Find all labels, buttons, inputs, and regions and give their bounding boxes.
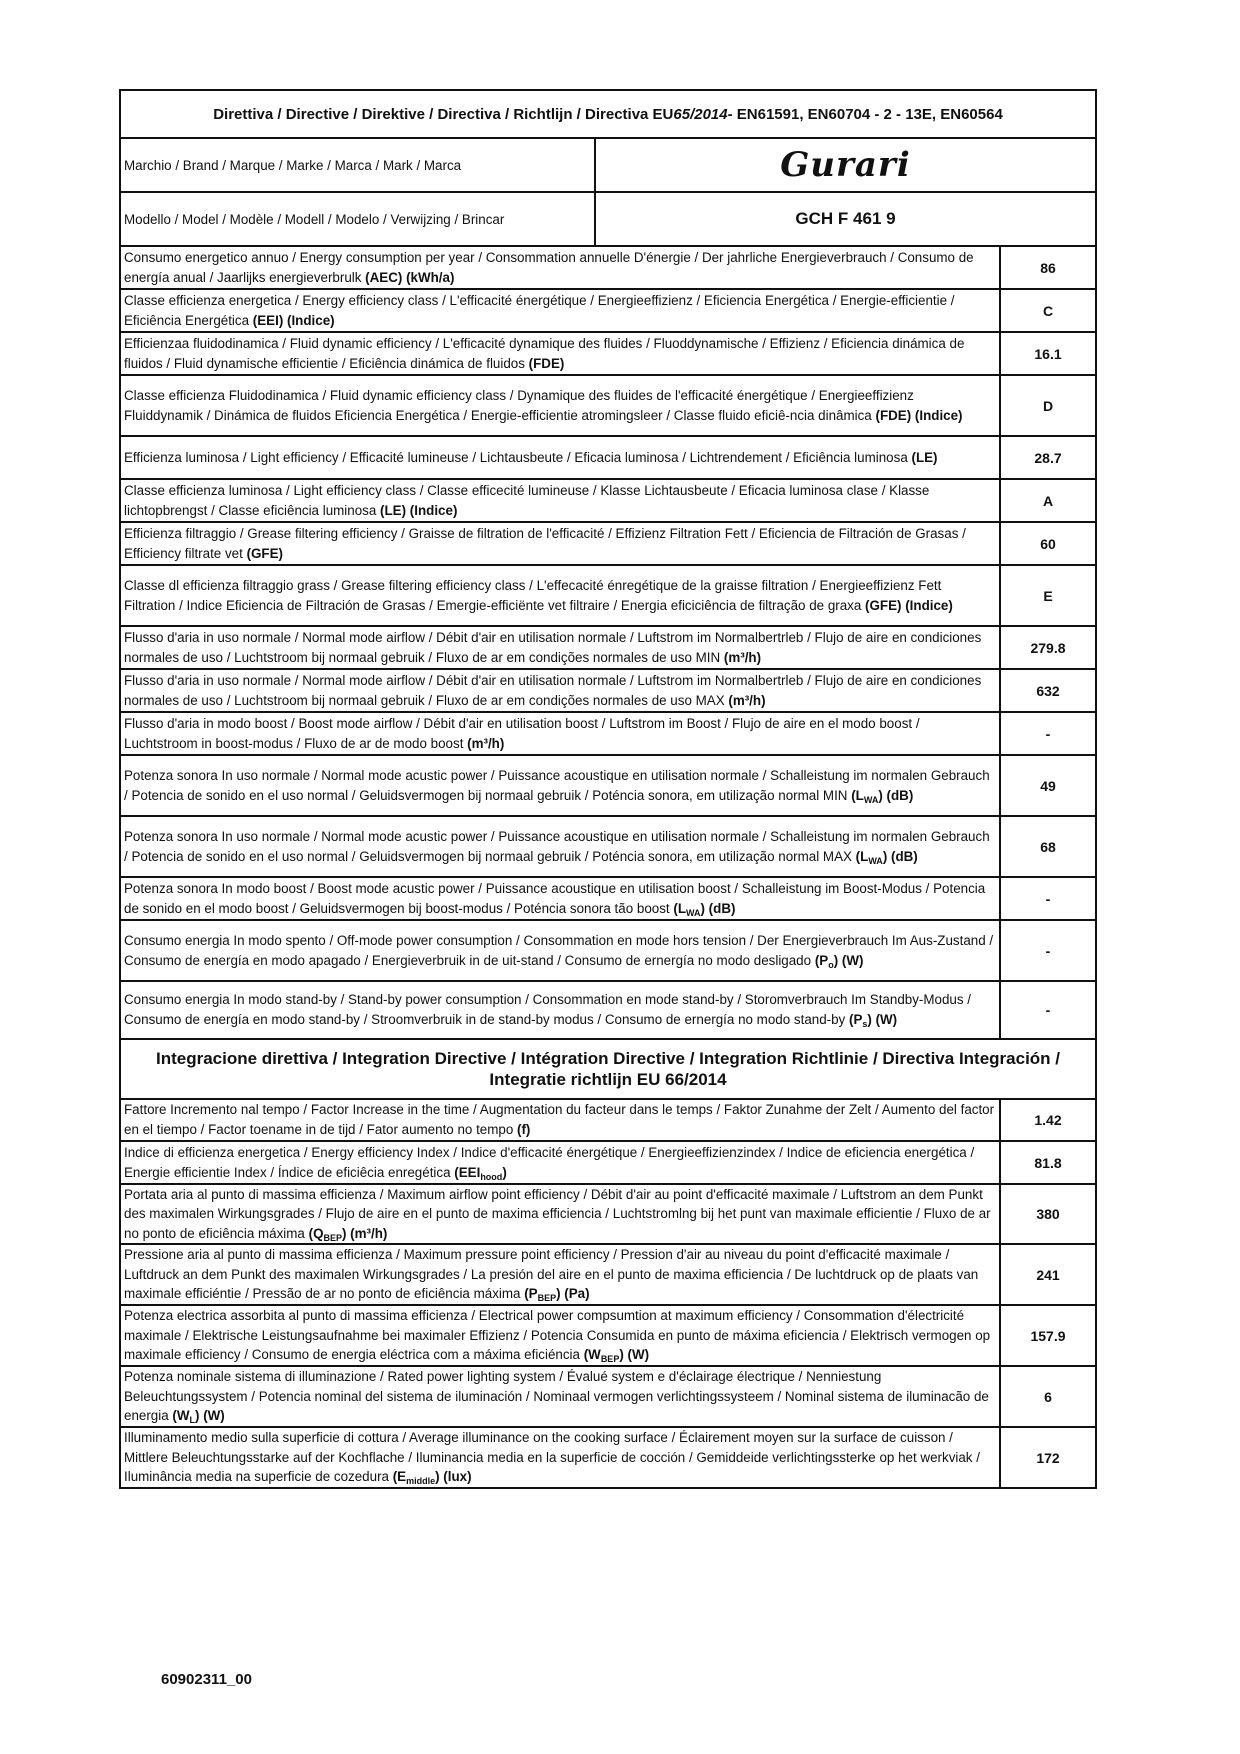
spec-value: -	[1045, 890, 1051, 907]
spec-description	[121, 670, 1001, 711]
spec-row	[121, 980, 1095, 1038]
integration-section-row	[121, 1038, 1095, 1098]
spec-value: 68	[1040, 838, 1056, 855]
spec-description-text	[124, 990, 995, 1029]
spec-text: Efficienzaa fluidodinamica / Fluid dynamic efficiency / L'efficacité dynamique des fluides / Fluoddynamische / Effizienz / Eficiencia dinámica de fluidos / Fluid dynamische efficientie / Eficiência dinámica de fluidos	[124, 335, 965, 371]
spec-unit-code: (FDE) (Indice)	[875, 407, 963, 423]
spec-unit-code	[309, 1226, 388, 1241]
spec-description	[121, 480, 1001, 521]
spec-description-text	[124, 248, 995, 287]
unit-suffix: ) (dB)	[700, 900, 736, 916]
spec-text: Pressione aria al punto di massima efficienza / Maximum pressure point efficiency / Pression d'air au niveau du point d'efficacité maximale / Luftdruck an dem Punkt des maximalen Wirkungsgrades / La presión del aire en el punto de maxima efficiencia / De luchtdruck op de plaats van maximale efficiéntie / Pressão de ar no ponto de eficiência máxima	[124, 1247, 979, 1302]
spec-row	[121, 564, 1095, 625]
unit-symbol: (Q	[308, 1225, 324, 1241]
spec-row	[121, 668, 1095, 711]
spec-value: 16.1	[1034, 345, 1062, 362]
spec-description	[121, 333, 1001, 374]
unit-suffix: ) (W)	[619, 1347, 650, 1363]
spec-description-text	[124, 628, 995, 667]
spec-unit-code: (LE)	[911, 449, 938, 465]
spec-text: Classe efficienza energetica / Energy efficiency class / L'efficacité énergétique / Energieeffizienz / Eficiencia Energética / Energie-efficientie / Eficiência Energética	[124, 292, 955, 328]
spec-value: -	[1045, 942, 1051, 959]
spec-value: C	[1042, 302, 1054, 319]
spec-unit-code: (GFE) (Indice)	[865, 597, 953, 613]
directive-title-suffix: - EN61591, EN60704 - 2 - 13E, EN60564	[727, 105, 1003, 123]
unit-subscript: WA	[863, 794, 879, 805]
unit-subscript: middle	[406, 1476, 436, 1487]
spec-value: D	[1042, 397, 1054, 414]
spec-rows-group	[121, 245, 1095, 1038]
spec-value: 279.8	[1030, 639, 1066, 656]
unit-subscript: o	[828, 959, 834, 970]
spec-description	[121, 1306, 1001, 1365]
directive-title-prefix: Direttiva / Directive / Direktive / Directiva / Richtlijn / Directiva EU	[213, 105, 674, 123]
spec-value: 1.42	[1034, 1112, 1062, 1128]
unit-subscript: BEP	[600, 1354, 620, 1365]
spec-text: Illuminamento medio sulla superficie di cottura / Average illuminance on the cooking surface / Éclairement moyen sur la surface de cuisson / Mittlere Beleuchtungsstarke auf der Kochflache / Iluminancia media en la superficie de cocción / Gemiddeide verlichtingssterke op het werkviak / Iluminância media na superficie de cozedura	[124, 1430, 980, 1485]
unit-suffix: ) (Pa)	[556, 1286, 590, 1302]
spec-unit-code	[172, 1408, 225, 1426]
spec-description-text	[124, 714, 995, 753]
unit-symbol: (P	[848, 1012, 863, 1027]
spec-row	[121, 815, 1095, 876]
spec-description-text	[124, 1143, 995, 1182]
spec-text: Portata aria al punto di massima efficienza / Maximum airflow point efficiency / Débit d'air au point d'efficacité maximale / Luftstrom an dem Punkt des maximalen Wirkungsgrades / Flujo de aire en el punto de maxima efficiencia / Luchtstromlng bij het punt van maximale efficientie / Fluxo de ar no ponto de eficiência máxima	[124, 1186, 991, 1241]
spec-row	[121, 478, 1095, 521]
spec-unit-code	[673, 901, 735, 916]
spec-value: 81.8	[1034, 1154, 1062, 1171]
spec-row	[121, 331, 1095, 374]
spec-value: -	[1045, 725, 1051, 742]
spec-value: 157.9	[1030, 1327, 1066, 1344]
spec-description-text	[124, 879, 995, 918]
spec-row	[121, 625, 1095, 668]
spec-text: Indice di efficienza energetica / Energy efficiency Index / Indice d'efficacité énergétique / Energieeffizienzindex / Indice de eficiencia energética / Energie efficientie Index / Índice de eficiêcia enregética	[124, 1144, 975, 1180]
spec-value: 241	[1036, 1266, 1060, 1283]
spec-row	[121, 1140, 1095, 1183]
spec-text: Classe dl efficienza filtraggio grass / Grease filtering efficiency class / L'effecacité énregétique de la graisse filtration / Energieeffizienz Fett Filtration / Indice Eficiencia de Filtración de Grasas / Emergie-efficiënte vet filtraire / Energia eficiciência de filtração de graxa	[124, 577, 942, 613]
spec-value: 60	[1040, 535, 1056, 552]
unit-subscript: WA	[868, 855, 883, 866]
spec-value: 380	[1036, 1206, 1060, 1222]
spec-description-text	[124, 827, 995, 866]
spec-row	[121, 435, 1095, 478]
spec-row	[121, 1365, 1095, 1426]
spec-row	[121, 288, 1095, 331]
directive-header-row	[121, 91, 1095, 137]
spec-text: Consumo energia In modo spento / Off-mode power consumption / Consommation en mode hors tension / Der Energieverbrauch Im Aus-Zustand / Consumo de energía en modo apagado / Energieverbruik in de uit-stand / Consumo de ernergía no modo desligado	[124, 932, 994, 968]
spec-unit-code: (AEC) (kWh/a)	[365, 269, 455, 285]
spec-text: Efficienza luminosa / Light efficiency / Efficacité lumineuse / Lichtausbeute / Eficacia luminosa / Lichtrendement / Eficiência luminosa	[124, 449, 912, 465]
spec-row	[121, 754, 1095, 815]
unit-subscript: BEP	[537, 1293, 557, 1304]
unit-symbol: (W	[172, 1408, 190, 1424]
spec-unit-code: (EEI) (Indice)	[252, 312, 335, 328]
spec-description	[121, 1100, 1001, 1140]
spec-value: 86	[1040, 259, 1056, 276]
spec-text: Potenza nominale sistema di illuminazione / Rated power lighting system / Évalué system e d'éclairage électrique / Nenniestung Beleuchtungssystem / Potencia nominal del sistema de iluminación / Nominaal vermogen verlichtingssysteem / Nominal sistema de iluminacão de energia	[124, 1369, 989, 1424]
spec-description	[121, 982, 1001, 1038]
spec-row	[121, 1243, 1095, 1304]
spec-unit-code	[851, 788, 913, 803]
unit-subscript: WA	[686, 907, 701, 918]
unit-symbol: (L	[855, 848, 869, 864]
spec-description	[121, 1367, 1001, 1426]
unit-symbol: (E	[392, 1469, 407, 1485]
spec-description-text	[124, 1245, 995, 1304]
spec-description	[121, 566, 1001, 625]
spec-text: Consumo energetico annuo / Energy consumption per year / Consommation annuelle D'énergie / Der jahrliche Energieverbrauch / Consumo de energía anual / Jaarlijks energieverbrulk	[124, 249, 974, 285]
spec-row	[121, 521, 1095, 564]
spec-description-text	[124, 671, 995, 710]
spec-description	[121, 290, 1001, 331]
spec-description-text	[124, 1428, 995, 1487]
unit-suffix: )	[502, 1164, 507, 1180]
spec-row	[121, 245, 1095, 288]
spec-description-text	[124, 576, 995, 615]
energy-label-table	[119, 89, 1097, 1489]
spec-description-text	[124, 1367, 995, 1426]
spec-text: Classe efficienza luminosa / Light efficiency class / Classe efficecité lumineuse / Klasse Lichtausbeute / Eficacia luminosa clase / Klasse lichtopbrengst / Classe eficiência luminosa	[124, 482, 930, 518]
spec-description	[121, 713, 1001, 754]
brand-row	[121, 137, 1095, 191]
spec-row	[121, 1304, 1095, 1365]
brand-logo-text: Gurari	[780, 145, 911, 185]
unit-suffix: ) (W)	[833, 952, 864, 968]
spec-text: Efficienza filtraggio / Grease filtering efficiency / Graisse de filtration de l'efficacité / Effizienz Filtration Fett / Eficiencia de Filtración de Grasas / Efficiency filtrate vet	[124, 525, 966, 561]
spec-text: Flusso d'aria in uso normale / Normal mode airflow / Débit d'air en utilisation normale / Luftstrom im Normalbertrleb / Flujo de aire en condiciones normales de uso / Luchtstroom bij normaal gebruik / Fluxo de ar em condições normales de uso MAX	[124, 672, 982, 708]
spec-text: Potenza electrica assorbita al punto di massima efficienza / Electrical power compsumtion at maximum efficiency / Consommation d'électricité maximale / Elektrische Leistungsaufnahme bei maximaler Effizienz / Potencia Consumida en punto de máxima eficiencia / Elektrisch vermogen op maximale efficiency / Consumo de energia eléctrica com a máxima eficiéncia	[124, 1308, 991, 1363]
unit-subscript: s	[862, 1019, 868, 1029]
spec-description-text	[124, 524, 995, 563]
unit-subscript: L	[189, 1415, 196, 1426]
spec-row	[121, 876, 1095, 919]
spec-value: 172	[1036, 1449, 1060, 1466]
model-row	[121, 191, 1095, 245]
spec-description	[121, 627, 1001, 668]
spec-row	[121, 1183, 1095, 1243]
unit-suffix: ) (W)	[867, 1012, 898, 1027]
spec-unit-code: (LE) (Indice)	[380, 502, 458, 518]
spec-description	[121, 523, 1001, 564]
unit-subscript: hood	[480, 1171, 503, 1182]
spec-unit-code	[849, 1012, 897, 1027]
spec-unit-code	[454, 1165, 507, 1180]
spec-text: Flusso d'aria in uso normale / Normal mode airflow / Débit d'air en utilisation normale / Luftstrom im Normalbertrleb / Flujo de aire en condiciones normales de uso / Luchtstroom bij normaal gebruik / Fluxo de ar em condições normales de uso MIN	[124, 629, 982, 665]
spec-row	[121, 711, 1095, 754]
spec-description	[121, 1142, 1001, 1183]
spec-text: Potenza sonora In uso normale / Normal mode acustic power / Puissance acoustique en utilisation normale / Schalleistung im normalen Gebrauch / Potencia de sonido en el uso normal / Geluidsvermogen bij normaal gebruik / Poténcia sonora, em utilização normal MAX	[124, 828, 990, 864]
spec-text: Potenza sonora In uso normale / Normal mode acustic power / Puissance acoustique en utilisation normale / Schalleistung im normalen Gebrauch / Potencia de sonido en el uso normal / Geluidsvermogen bij normaal gebruik / Poténcia sonora, em utilização normal MIN	[124, 767, 990, 803]
spec-description-text	[124, 334, 995, 373]
spec-unit-code: (m³/h)	[728, 692, 766, 708]
spec-unit-code	[815, 953, 864, 968]
spec-description	[121, 817, 1001, 876]
spec-unit-code	[524, 1286, 590, 1304]
model-label: Modello / Model / Modèle / Modell / Modelo / Verwijzing / Brincar	[121, 193, 596, 245]
spec-description	[121, 247, 1001, 288]
unit-symbol: (W	[583, 1347, 601, 1363]
spec-description	[121, 921, 1001, 980]
spec-description-text	[124, 931, 995, 970]
spec-row	[121, 374, 1095, 435]
directive-number: 65/2014	[673, 105, 728, 123]
spec-unit-code	[392, 1469, 472, 1487]
unit-symbol: (P	[814, 952, 829, 968]
spec-value: 49	[1040, 777, 1056, 794]
unit-suffix: ) (dB)	[878, 787, 914, 803]
spec-description	[121, 376, 1001, 435]
unit-suffix: ) (W)	[195, 1408, 225, 1424]
spec-description-text	[124, 1306, 995, 1365]
spec-value: 632	[1036, 682, 1060, 699]
model-value: GCH F 461 9	[795, 209, 896, 228]
unit-suffix: ) (dB)	[882, 848, 918, 864]
spec-unit-code: (FDE)	[528, 355, 565, 371]
spec-description	[121, 437, 1001, 478]
spec-description	[121, 1185, 1001, 1243]
spec-description-text	[124, 386, 995, 425]
spec-row	[121, 1098, 1095, 1140]
spec-text: Fattore Incremento nal tempo / Factor Increase in the time / Augmentation du facteur dans le temps / Faktor Zunahme der Zelt / Aumento del factor en el tiempo / Factor toename in de tijd / Fator aumento no tempo	[124, 1102, 995, 1137]
spec-row	[121, 1426, 1095, 1487]
spec-unit-code: (GFE)	[246, 545, 284, 561]
spec-unit-code: (m³/h)	[723, 649, 762, 665]
spec-description	[121, 878, 1001, 919]
unit-subscript: BEP	[323, 1232, 342, 1243]
spec-unit-code: (m³/h)	[467, 735, 505, 751]
spec-description-text	[124, 448, 938, 468]
spec-description	[121, 1428, 1001, 1487]
spec-description-text	[124, 766, 995, 805]
spec-value: 6	[1044, 1388, 1052, 1405]
spec-unit-code: (f)	[517, 1122, 531, 1137]
document-code: 60902311_00	[161, 1671, 252, 1688]
spec-value: E	[1043, 587, 1053, 604]
unit-symbol: (L	[851, 787, 864, 803]
brand-logo	[596, 139, 1095, 191]
spec-value: 28.7	[1034, 449, 1062, 466]
unit-symbol: (L	[673, 900, 686, 916]
spec-text: Flusso d'aria in modo boost / Boost mode airflow / Débit d'air en utilisation boost / Luftstrom im Boost / Flujo de aire en el modo boost / Luchtstroom in boost-modus / Fluxo de ar de modo boost	[124, 715, 920, 751]
spec-value: -	[1045, 1002, 1051, 1018]
integration-section-title: Integracione direttiva / Integration Directive / Intégration Directive / Integration Richtlinie / Directiva Integración / Integratie richtlijn EU 66/2014	[155, 1049, 1061, 1089]
unit-symbol: (P	[524, 1286, 538, 1302]
spec-text: Consumo energia In modo stand-by / Stand-by power consumption / Consommation en mode stand-by / Storomverbrauch Im Standby-Modus / Consumo de energía en modo stand-by / Stroomverbruik in de stand-by modus / Consumo de ernergía no modo stand-by	[124, 992, 972, 1027]
spec-description-text	[124, 1100, 995, 1139]
integration-rows-group	[121, 1098, 1095, 1487]
spec-description-text	[124, 291, 995, 330]
spec-row	[121, 919, 1095, 980]
spec-value: A	[1042, 492, 1054, 509]
unit-suffix: ) (lux)	[435, 1469, 472, 1485]
unit-suffix: ) (m³/h)	[342, 1225, 388, 1241]
brand-label: Marchio / Brand / Marque / Marke / Marca / Mark / Marca	[121, 139, 596, 191]
spec-text: Classe efficienza Fluidodinamica / Fluid dynamic efficiency class / Dynamique des fluides de l'efficacité énergétique / Energieeffizienz Fluiddynamik / Dinámica de fluidos Eficiencia Energética / Energie-efficientie atromingsleer / Classe fluido eficiê-ncia dinâmica	[124, 387, 914, 423]
spec-description	[121, 1245, 1001, 1304]
spec-text: Potenza sonora In modo boost / Boost mode acustic power / Puissance acoustique en utilisation boost / Schalleistung im Boost-Modus / Potencia de sonido en el modo boost / Geluidsvermogen bij boost-modus / Poténcia sonora tão boost	[124, 880, 986, 916]
spec-unit-code	[583, 1347, 650, 1365]
spec-description-text	[124, 481, 995, 520]
directive-title	[121, 91, 1095, 137]
unit-symbol: (EEI	[454, 1164, 481, 1180]
spec-unit-code	[856, 849, 918, 864]
spec-description	[121, 756, 1001, 815]
spec-description-text	[124, 1185, 995, 1244]
